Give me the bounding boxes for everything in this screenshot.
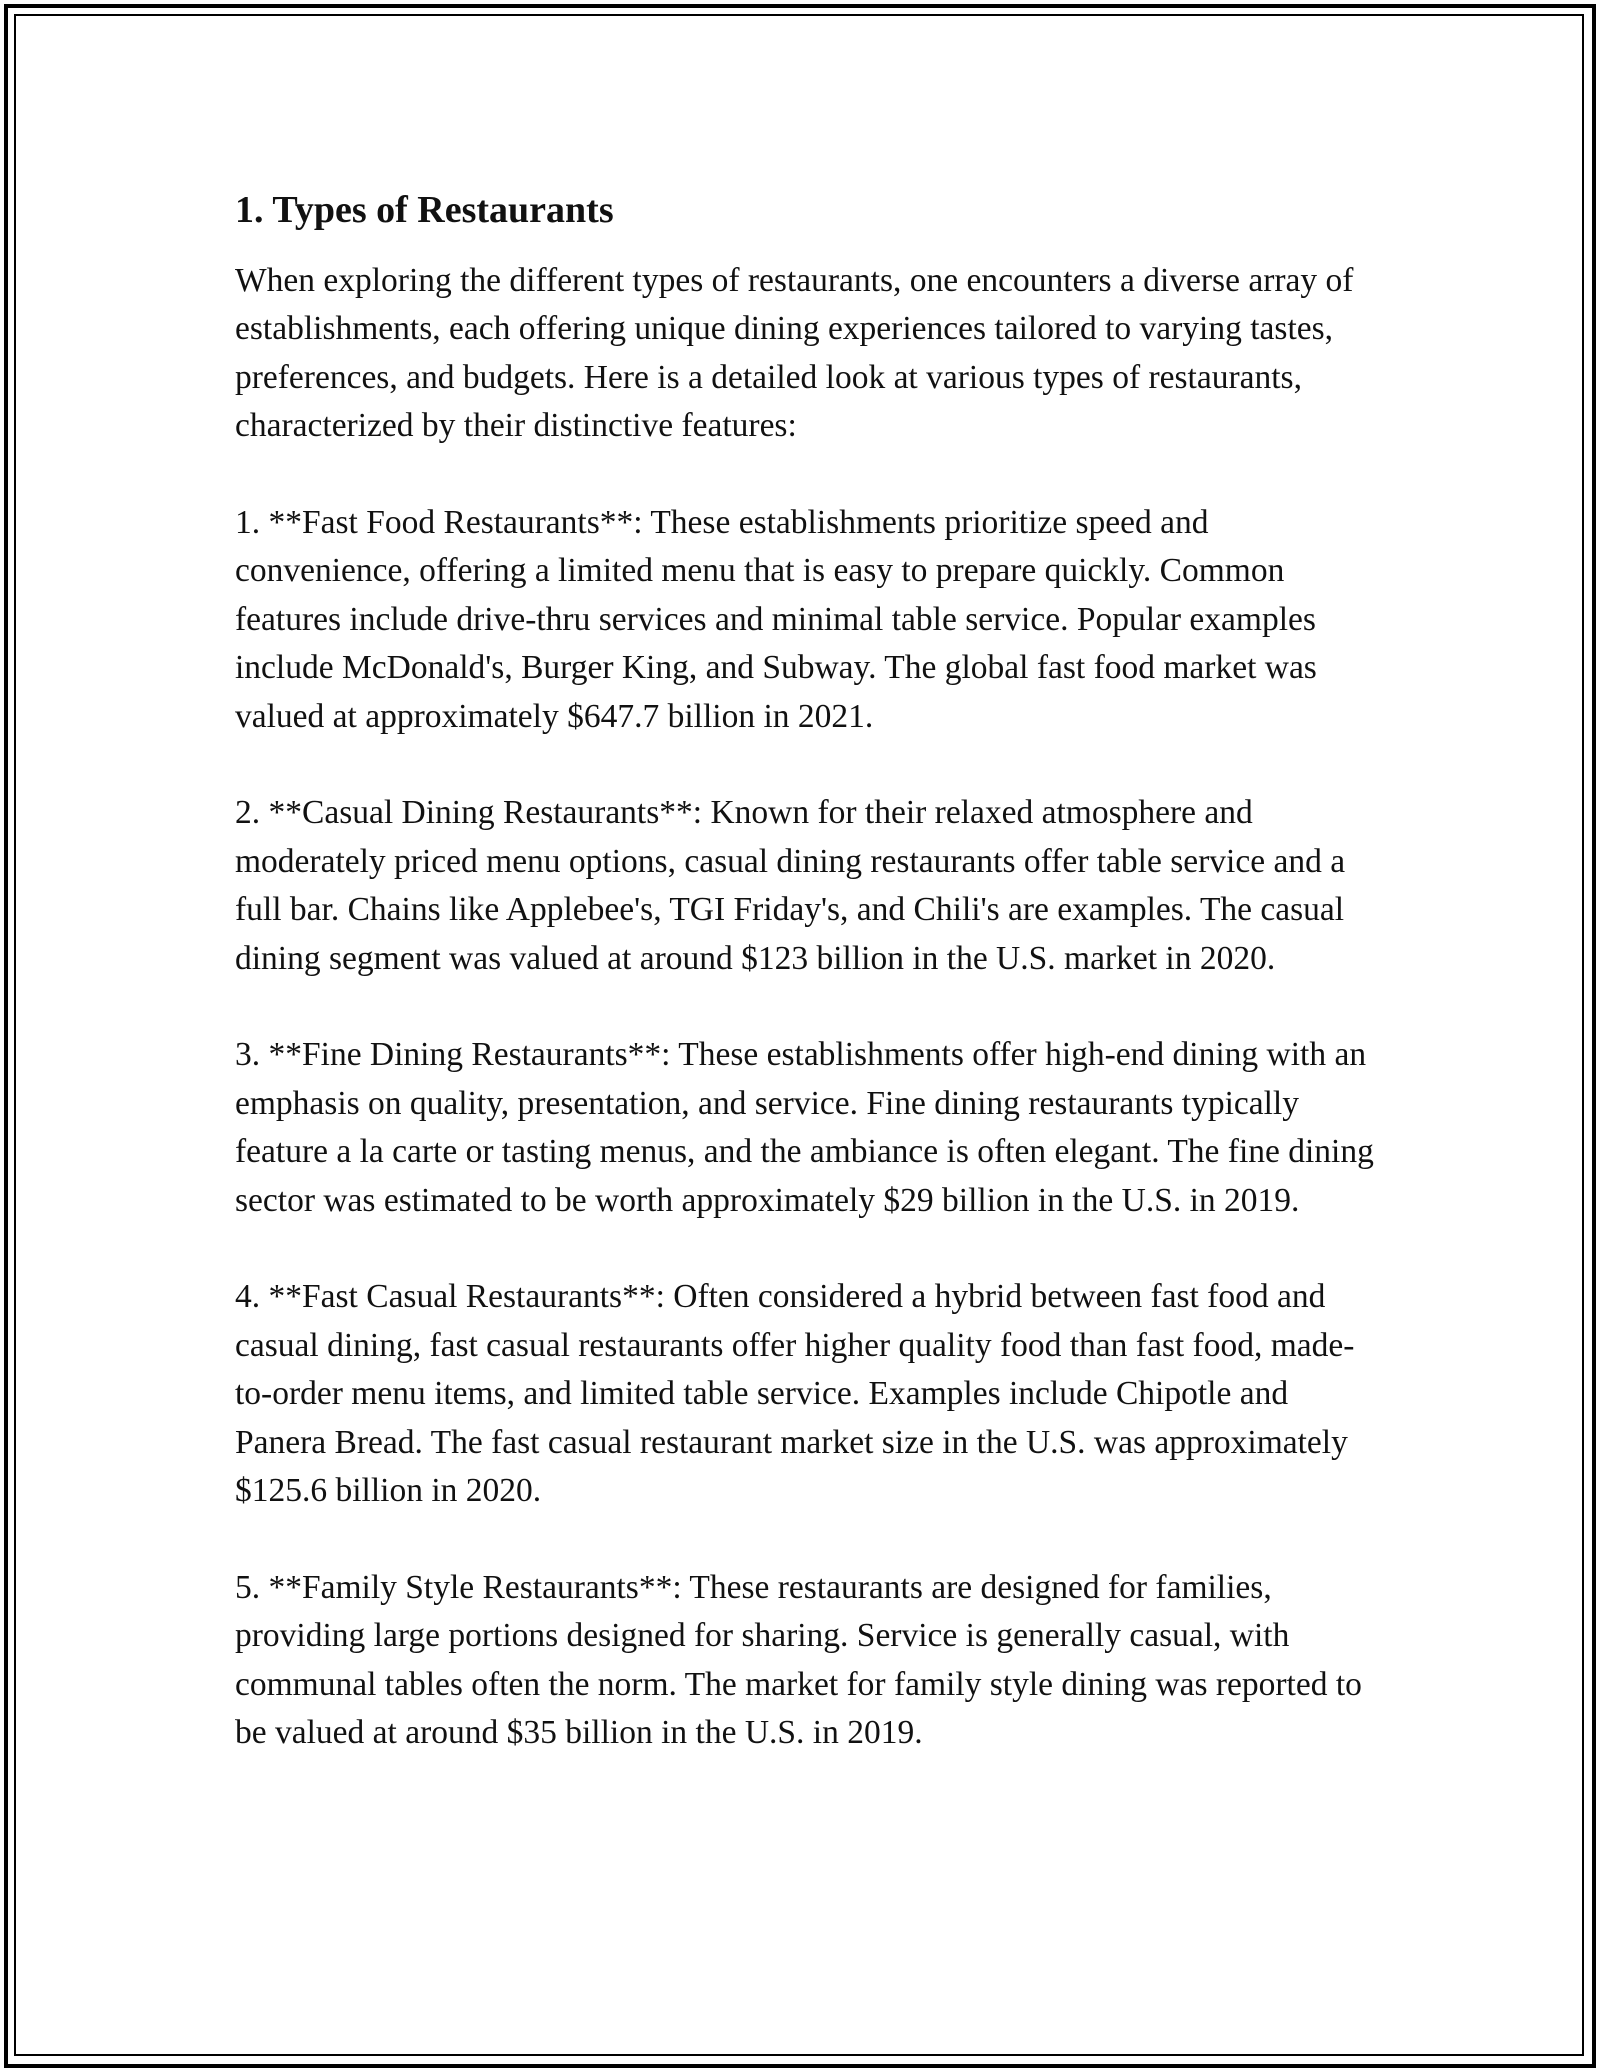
section-heading: 1. Types of Restaurants xyxy=(235,189,614,231)
list-item-family-style: 5. **Family Style Restaurants**: These restaurants are designed for families, providing large portions designed for sharing. Service is generally casual, with communal tables often the norm. The market for family style dining was reported to be valued at around $35 billion in the U.S. in 2019. xyxy=(235,1568,1362,1752)
list-item-fast-casual: 4. **Fast Casual Restaurants**: Often considered a hybrid between fast food and casual dining, fast casual restaurants offer higher quality food than fast food, made-to-order menu items, and limited table service. Examples include Chipotle and Panera Bread. The fast casual restaurant market size in the U.S. was approximately $125.6 billion in 2020. xyxy=(235,1278,1355,1510)
intro-paragraph: When exploring the different types of restaurants, one encounters a diverse array of establishments, each offering unique dining experiences tailored to varying tastes, preferences, and budgets. Here is a detailed look at various types of restaurants, characterized by their distinctive features: xyxy=(235,262,1354,445)
document-body xyxy=(235,185,1375,1758)
list-item-fine-dining: 3. **Fine Dining Restaurants**: These establishments offer high-end dining with an emphasis on quality, presentation, and service. Fine dining restaurants typically feature a la carte or tasting menus, and the ambiance is often elegant. The fine dining sector was estimated to be worth approximately $29 billion in the U.S. in 2019. xyxy=(235,1036,1374,1219)
list-item-casual-dining: 2. **Casual Dining Restaurants**: Known for their relaxed atmosphere and moderately priced menu options, casual dining restaurants offer table service and a full bar. Chains like Applebee's, TGI Friday's, and Chili's are examples. The casual dining segment was valued at around $123 billion in the U.S. market in 2020. xyxy=(235,794,1346,977)
list-item-fast-food: 1. **Fast Food Restaurants**: These establishments prioritize speed and convenience, offering a limited menu that is easy to prepare quickly. Common features include drive-thru services and minimal table service. Popular examples include McDonald's, Burger King, and Subway. The global fast food market was valued at approximately $647.7 billion in 2021. xyxy=(235,504,1317,735)
